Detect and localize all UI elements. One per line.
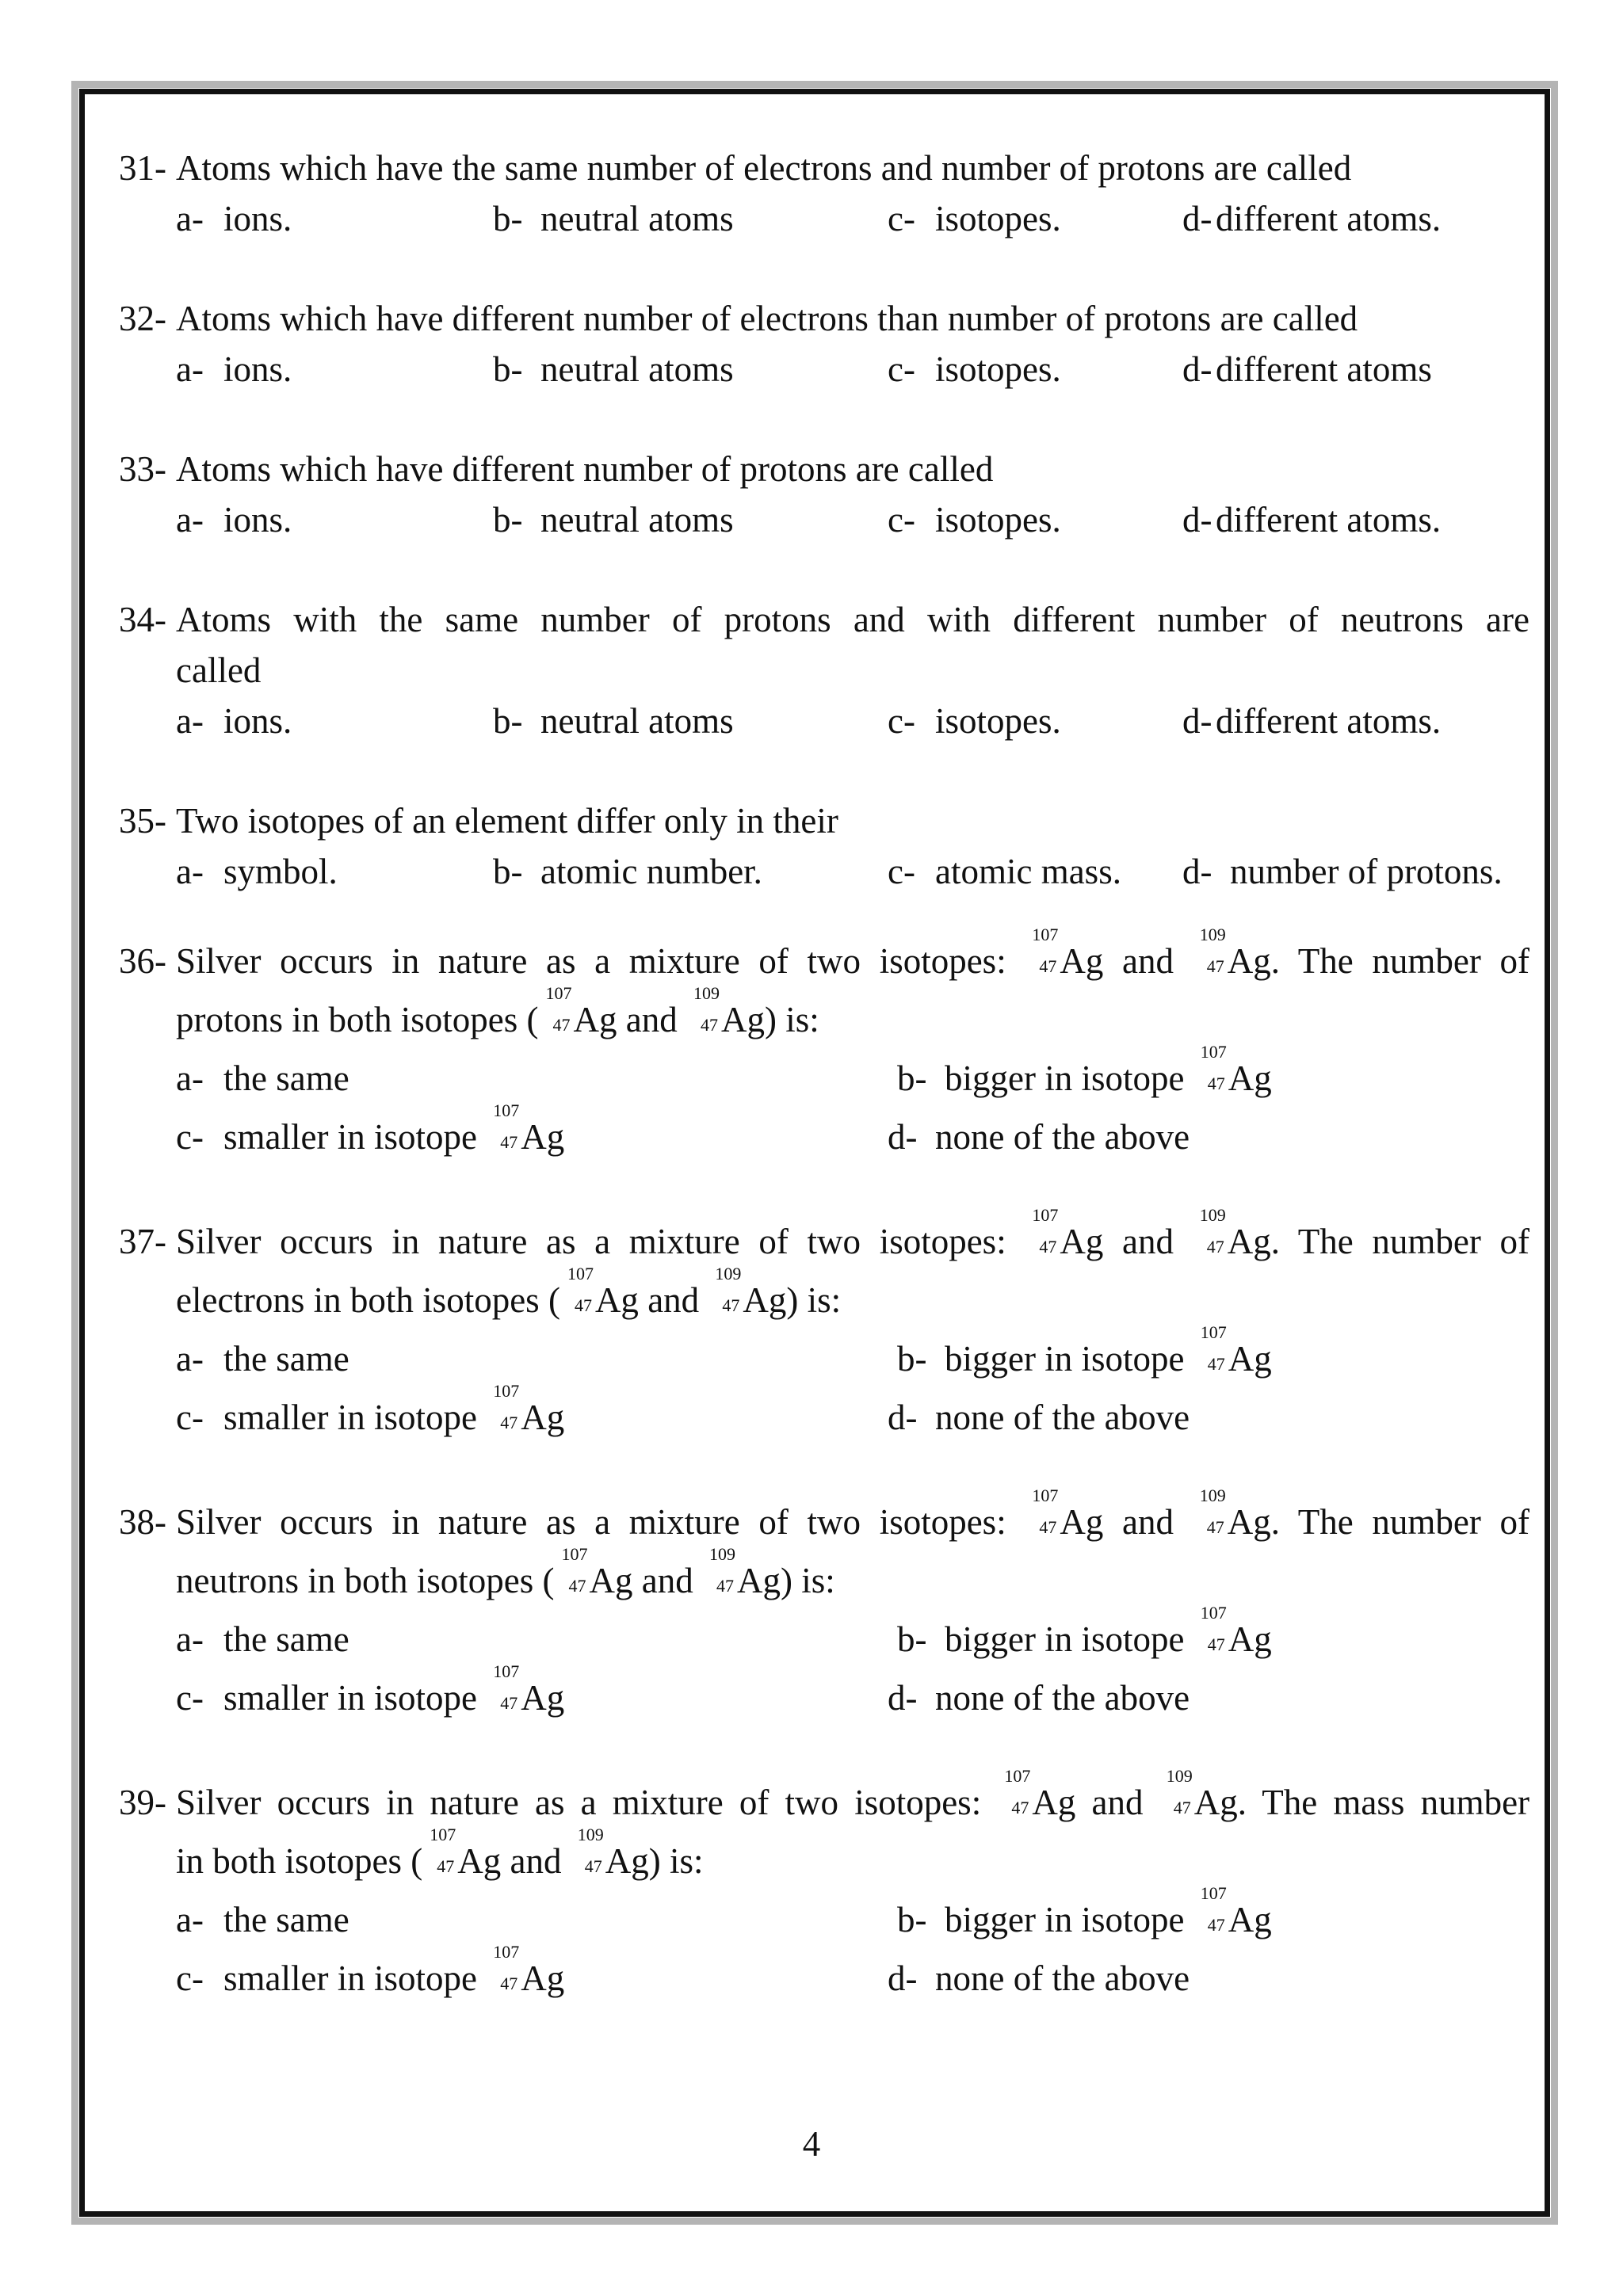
isotope-ag-109: 109 47 xyxy=(708,1544,735,1596)
question-34-option-b[interactable]: b- neutral atoms xyxy=(493,701,734,741)
isotope-ag-107: 107 47 xyxy=(545,983,572,1035)
question-36 xyxy=(119,925,1530,1166)
question-38-options-row1 xyxy=(119,1603,1529,1669)
question-39-option-b[interactable]: b- bigger in isotope 107 47 Ag xyxy=(897,1883,1272,1939)
question-36-options-row2 xyxy=(119,1100,1529,1166)
question-32-option-c[interactable]: c- isotopes. xyxy=(888,349,1061,389)
question-36-stem-cont: protons in both isotopes ( 107 47 Ag and 109 47 Ag) is: xyxy=(176,983,819,1039)
question-35-text: Two isotopes of an element differ only in their xyxy=(176,801,838,841)
question-37-options-row2 xyxy=(119,1381,1529,1447)
question-34-option-a[interactable]: a- ions. xyxy=(176,701,292,741)
question-33-options xyxy=(119,494,1529,545)
question-38-options-row2 xyxy=(119,1661,1529,1727)
question-39-options-row2 xyxy=(119,1942,1529,2008)
question-35-stem xyxy=(119,795,1529,846)
question-37-options-row1 xyxy=(119,1322,1529,1388)
question-32-stem xyxy=(119,293,1529,344)
question-35-option-b[interactable]: b- atomic number. xyxy=(493,852,762,891)
isotope-ag-109: 109 47 xyxy=(715,1264,742,1315)
question-31-number: 31- xyxy=(119,148,166,188)
isotope-ag-107: 107 47 xyxy=(561,1544,588,1596)
question-32 xyxy=(119,293,1529,395)
question-37-option-b[interactable]: b- bigger in isotope 107 47 Ag xyxy=(897,1322,1272,1379)
question-36-option-c[interactable]: c- smaller in isotope 107 47 Ag xyxy=(176,1100,565,1157)
isotope-ag-107: 107 47 xyxy=(430,1825,456,1876)
isotope-ag-107: 107 47 xyxy=(1032,1205,1059,1257)
question-33-option-b[interactable]: b- neutral atoms xyxy=(493,500,734,540)
isotope-ag-107: 107 47 xyxy=(1032,1486,1059,1537)
question-list xyxy=(119,143,1529,2008)
question-32-number: 32- xyxy=(119,299,166,338)
page-number: 4 xyxy=(802,2124,821,2164)
question-39-option-c[interactable]: c- smaller in isotope 107 47 Ag xyxy=(176,1942,565,1998)
question-39-option-d[interactable]: d- none of the above xyxy=(888,1958,1190,1998)
question-38 xyxy=(119,1486,1530,1727)
isotope-ag-109: 109 47 xyxy=(693,983,720,1035)
question-32-option-d[interactable]: d- different atoms xyxy=(1182,349,1432,389)
question-39-option-a[interactable]: a- the same xyxy=(176,1900,349,1939)
question-39-stem: 39- Silver occurs in nature as a mixture of two isotopes: 107 47 Ag and 109 47 Ag. The mass number xyxy=(119,1773,1529,1832)
question-31 xyxy=(119,143,1529,244)
question-32-text: Atoms which have different number of electrons than number of protons are called xyxy=(176,299,1358,338)
question-39-options-row1 xyxy=(119,1883,1529,1949)
question-36-option-d[interactable]: d- none of the above xyxy=(888,1117,1190,1157)
question-31-stem xyxy=(119,143,1529,193)
question-34-text: Atoms with the same number of protons and with different number of neutrons are called xyxy=(176,600,1529,690)
question-36-option-a[interactable]: a- the same xyxy=(176,1058,349,1098)
question-38-stem: 38- Silver occurs in nature as a mixture of two isotopes: 107 47 Ag and 109 47 Ag. The number of xyxy=(119,1493,1529,1551)
question-37 xyxy=(119,1205,1530,1447)
question-32-option-b[interactable]: b- neutral atoms xyxy=(493,349,734,389)
question-36-number: 36- xyxy=(119,941,166,981)
question-38-option-c[interactable]: c- smaller in isotope 107 47 Ag xyxy=(176,1661,565,1718)
question-37-option-a[interactable]: a- the same xyxy=(176,1339,349,1379)
question-34-number: 34- xyxy=(119,600,166,639)
question-39-stem-cont: in both isotopes ( 107 47 Ag and 109 47 Ag) is: xyxy=(176,1825,704,1881)
question-33-option-d[interactable]: d- different atoms. xyxy=(1182,500,1442,540)
question-34-stem xyxy=(119,594,1529,696)
question-38-option-a[interactable]: a- the same xyxy=(176,1619,349,1659)
isotope-ag-109: 109 47 xyxy=(577,1825,604,1876)
question-35-options xyxy=(119,846,1529,897)
question-38-option-b[interactable]: b- bigger in isotope 107 47 Ag xyxy=(897,1603,1272,1659)
question-35-option-a[interactable]: a- symbol. xyxy=(176,852,338,891)
question-33 xyxy=(119,444,1529,545)
question-39 xyxy=(119,1766,1530,2008)
question-34-option-d[interactable]: d- different atoms. xyxy=(1182,701,1442,741)
question-31-option-d[interactable]: d- different atoms. xyxy=(1182,199,1442,238)
question-35-option-d[interactable]: d- number of protons. xyxy=(1182,852,1503,891)
isotope-ag-107: 107 47 xyxy=(1004,1766,1031,1817)
question-34 xyxy=(119,594,1529,746)
isotope-ag-109: 109 47 xyxy=(1199,1486,1226,1537)
question-38-stem-cont: neutrons in both isotopes ( 107 47 Ag and 109 47 Ag) is: xyxy=(176,1544,835,1600)
question-38-option-d[interactable]: d- none of the above xyxy=(888,1678,1190,1718)
question-37-option-c[interactable]: c- smaller in isotope 107 47 Ag xyxy=(176,1381,565,1437)
question-33-option-c[interactable]: c- isotopes. xyxy=(888,500,1061,540)
question-31-option-c[interactable]: c- isotopes. xyxy=(888,199,1061,238)
question-32-options xyxy=(119,344,1529,395)
question-33-text: Atoms which have different number of protons are called xyxy=(176,449,994,489)
question-31-option-b[interactable]: b- neutral atoms xyxy=(493,199,734,238)
isotope-ag-107: 107 47 xyxy=(1032,925,1059,976)
isotope-ag-107: 107 47 xyxy=(567,1264,594,1315)
isotope-ag-109: 109 47 xyxy=(1199,925,1226,976)
question-35-number: 35- xyxy=(119,801,166,841)
question-36-options-row1 xyxy=(119,1042,1529,1108)
question-36-option-b[interactable]: b- bigger in isotope 107 47 Ag xyxy=(897,1042,1272,1098)
question-37-stem: 37- Silver occurs in nature as a mixture of two isotopes: 107 47 Ag and 109 47 Ag. The number of xyxy=(119,1212,1529,1271)
question-34-options xyxy=(119,696,1529,746)
question-33-option-a[interactable]: a- ions. xyxy=(176,500,292,540)
question-34-option-c[interactable]: c- isotopes. xyxy=(888,701,1061,741)
question-37-stem-cont: electrons in both isotopes ( 107 47 Ag and 109 47 Ag) is: xyxy=(176,1264,842,1320)
question-39-number: 39- xyxy=(119,1783,166,1822)
isotope-ag-109: 109 47 xyxy=(1166,1766,1193,1817)
question-37-option-d[interactable]: d- none of the above xyxy=(888,1398,1190,1437)
question-35-option-c[interactable]: c- atomic mass. xyxy=(888,852,1121,891)
isotope-ag-109: 109 47 xyxy=(1199,1205,1226,1257)
question-31-text: Atoms which have the same number of electrons and number of protons are called xyxy=(176,148,1352,188)
question-38-number: 38- xyxy=(119,1502,166,1542)
question-35 xyxy=(119,795,1529,897)
question-37-number: 37- xyxy=(119,1222,166,1261)
question-32-option-a[interactable]: a- ions. xyxy=(176,349,292,389)
question-33-stem xyxy=(119,444,1529,494)
question-36-stem: 36- Silver occurs in nature as a mixture of two isotopes: 107 47 Ag and 109 47 Ag. The number of xyxy=(119,932,1529,990)
question-31-options xyxy=(119,193,1529,244)
question-33-number: 33- xyxy=(119,449,166,489)
question-31-option-a[interactable]: a- ions. xyxy=(176,199,292,238)
